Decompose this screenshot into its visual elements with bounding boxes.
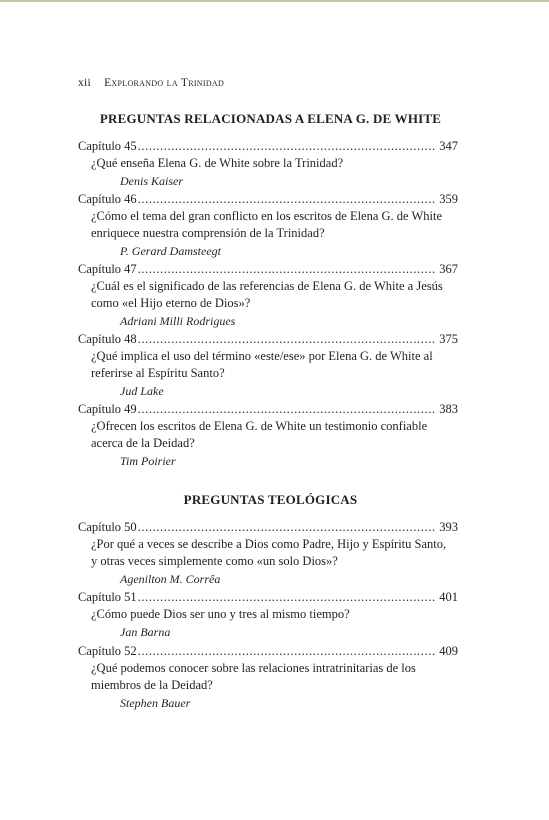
dot-leader [138,519,437,536]
chapter-author: Stephen Bauer [120,696,191,710]
dot-leader [138,643,437,660]
toc-entry [78,261,458,330]
book-title: Explorando la Trinidad [104,77,225,89]
chapter-author: Agenilton M. Corrêa [120,572,221,586]
chapter-label: Capítulo 52 [78,644,137,658]
chapter-page-number: 375 [439,332,458,346]
chapter-page-number: 383 [439,402,458,416]
chapter-author: Jud Lake [120,384,164,398]
chapter-author: Denis Kaiser [120,174,183,188]
chapter-label: Capítulo 51 [78,590,137,604]
toc-entry [78,589,458,641]
dot-leader [138,401,437,418]
chapter-question: ¿Cómo puede Dios ser uno y tres al mismo tiempo? [91,607,350,621]
chapter-label: Capítulo 50 [78,520,137,534]
dot-leader [138,331,437,348]
chapter-line[interactable] [78,589,458,606]
chapter-line[interactable] [78,643,458,660]
toc-entry [78,519,458,588]
chapter-label: Capítulo 48 [78,332,137,346]
chapter-line[interactable] [78,138,458,155]
dot-leader [138,191,437,208]
chapter-page-number: 367 [439,262,458,276]
chapter-question: ¿Qué podemos conocer sobre las relaciones intratrinitarias de los miembros de la Deidad? [91,661,416,692]
dot-leader [138,589,437,606]
chapter-label: Capítulo 49 [78,402,137,416]
toc-entry [78,401,458,470]
chapter-question: ¿Ofrecen los escritos de Elena G. de White un testimonio confiable acerca de la Deidad? [91,419,428,450]
chapter-line[interactable] [78,261,458,278]
chapter-question: ¿Por qué a veces se describe a Dios como Padre, Hijo y Espíritu Santo, y otras veces simplemente como «un solo Dios»? [91,537,447,568]
chapter-label: Capítulo 47 [78,262,137,276]
chapter-line[interactable] [78,191,458,208]
chapter-page-number: 409 [439,644,458,658]
chapter-label: Capítulo 46 [78,192,137,206]
toc-entry [78,138,458,190]
chapter-label: Capítulo 45 [78,139,137,153]
page-number: xii [78,77,92,89]
toc-entry [78,643,458,712]
chapter-line[interactable] [78,401,458,418]
chapter-line[interactable] [78,331,458,348]
chapter-author: Tim Poirier [120,454,176,468]
toc-entry [78,191,458,260]
dot-leader [138,261,437,278]
section-heading: PREGUNTAS TEOLÓGICAS [183,492,358,507]
chapter-page-number: 359 [439,192,458,206]
chapter-author: Jan Barna [120,625,171,639]
dot-leader [138,138,437,155]
chapter-question: ¿Cuál es el significado de las referencias de Elena G. de White a Jesús como «el Hijo eterno de Dios»? [91,279,443,310]
chapter-page-number: 347 [439,139,458,153]
chapter-question: ¿Qué implica el uso del término «este/ese» por Elena G. de White al referirse al Espíritu Santo? [91,349,433,380]
chapter-page-number: 393 [439,520,458,534]
toc-entry [78,331,458,400]
top-rule [0,0,549,2]
chapter-question: ¿Cómo el tema del gran conflicto en los escritos de Elena G. de White enriquece nuestra comprensión de la Trinidad? [91,209,443,240]
running-head [78,77,224,89]
chapter-line[interactable] [78,519,458,536]
section-heading: PREGUNTAS RELACIONADAS A ELENA G. DE WHITE [99,111,442,126]
chapter-author: Adriani Milli Rodrigues [120,314,236,328]
chapter-question: ¿Qué enseña Elena G. de White sobre la Trinidad? [91,156,344,170]
chapter-page-number: 401 [439,590,458,604]
chapter-author: P. Gerard Damsteegt [120,244,221,258]
